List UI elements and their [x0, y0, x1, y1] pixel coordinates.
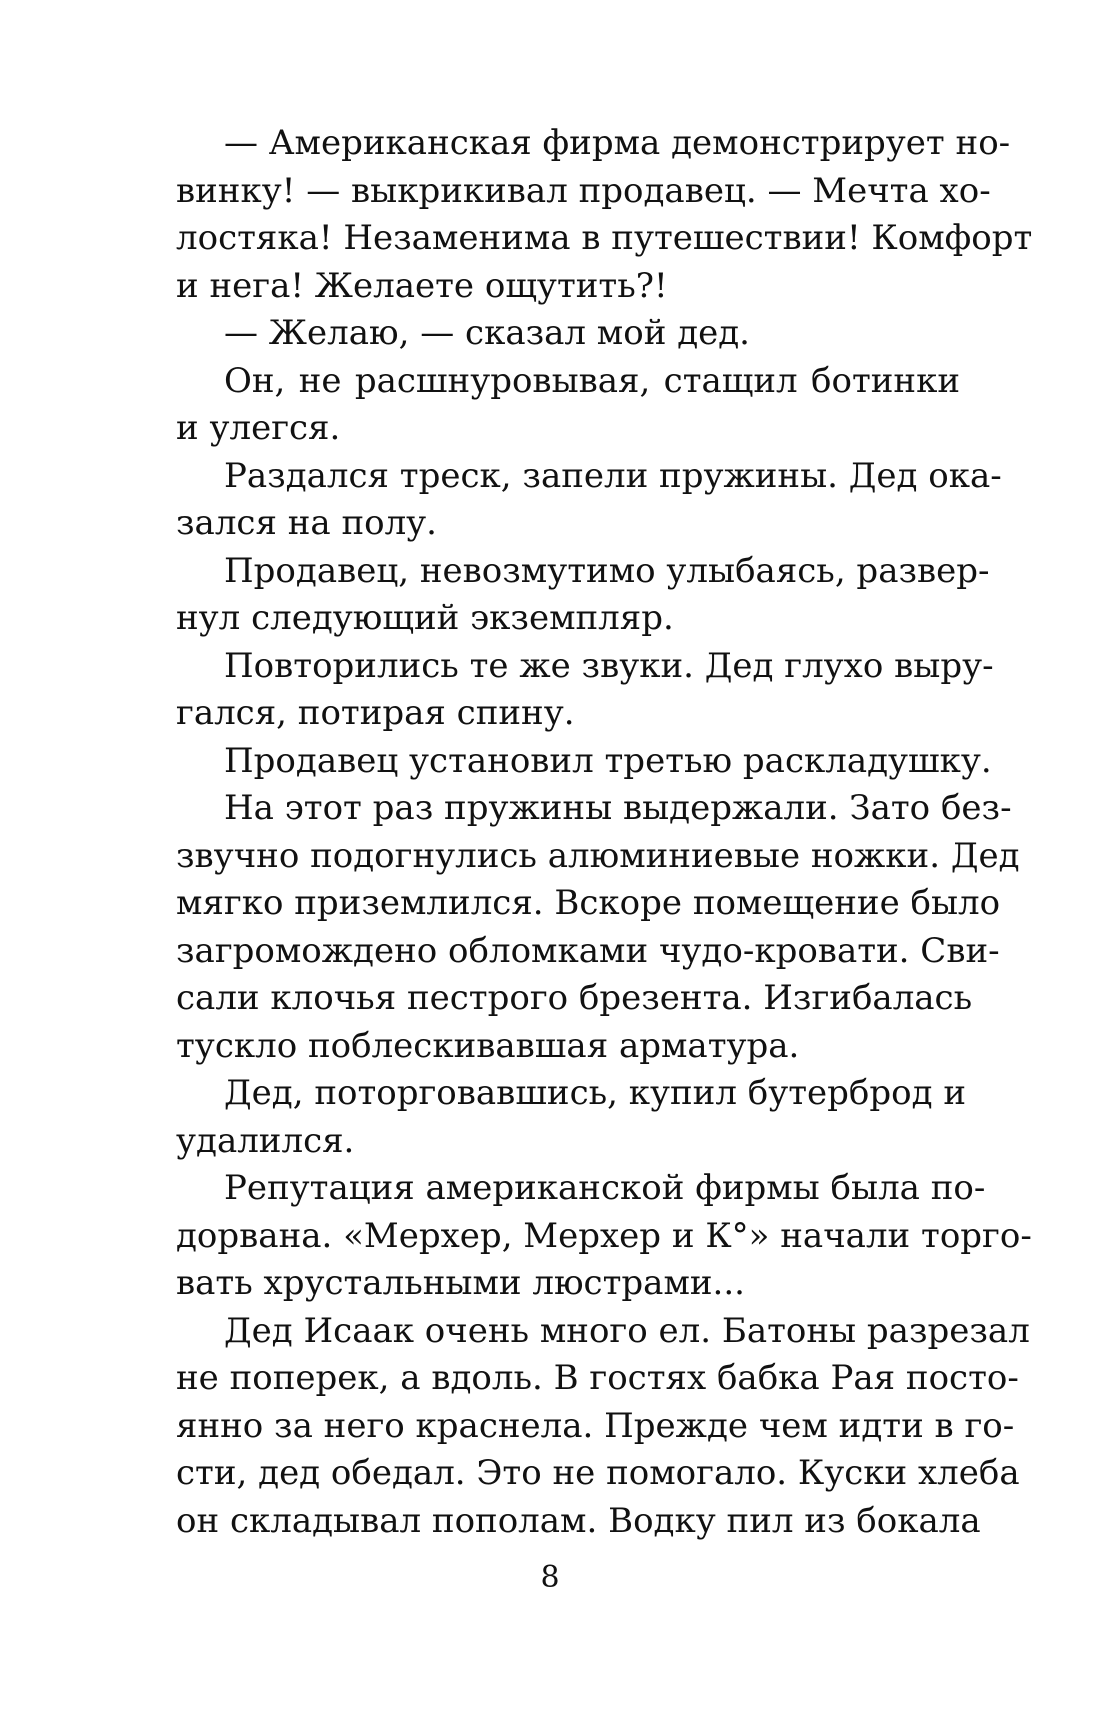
- text-line: сали клочья пестрого брезента. Изгибалась: [176, 978, 973, 1018]
- text-line: лостяка! Незаменима в путешествии! Комфорт: [176, 218, 1033, 258]
- text-line: и улегся.: [176, 408, 341, 448]
- page-number: 8: [540, 1560, 560, 1595]
- text-line: нул следующий экземпляр.: [176, 598, 674, 638]
- text-line: Дед, поторговавшись, купил бутерброд и: [224, 1073, 967, 1113]
- text-line: Раздался треск, запели пружины. Дед ока-: [224, 455, 1002, 496]
- text-line: Продавец установил третью раскладушку.: [224, 740, 992, 781]
- text-line: Дед Исаак очень много ел. Батоны разрезал: [224, 1310, 1030, 1351]
- text-line: и нега! Желаете ощутить?!: [176, 265, 668, 306]
- text-line: тускло поблескивавшая арматура.: [176, 1025, 800, 1066]
- text-line: янно за него краснела. Прежде чем идти в го-: [176, 1405, 1015, 1446]
- text-line: сти, дед обедал. Это не помогало. Куски хлеба: [176, 1453, 1020, 1493]
- text-line: Повторились те же звуки. Дед глухо выру-: [224, 645, 994, 686]
- text-line: — Желаю, — сказал мой дед.: [224, 313, 750, 353]
- text-line: На этот раз пружины выдержали. Зато без-: [224, 788, 1012, 828]
- text-line: Репутация американской фирмы была по-: [224, 1168, 986, 1208]
- text-line: не поперек, а вдоль. В гостях бабка Рая посто-: [176, 1358, 1019, 1398]
- text-line: мягко приземлился. Вскоре помещение было: [176, 883, 1001, 923]
- text-line: зался на полу.: [176, 503, 437, 543]
- text-line: вать хрустальными люстрами...: [176, 1263, 745, 1303]
- text-line: гался, потирая спину.: [176, 693, 575, 733]
- text-line: — Американская фирма демонстрирует но-: [224, 123, 1011, 163]
- text-line: удалился.: [176, 1120, 355, 1161]
- text-line: дорвана. «Мерхер, Мерхер и К°» начали торго-: [176, 1215, 1032, 1256]
- text-line: винку! — выкрикивал продавец. — Мечта хо-: [176, 170, 991, 211]
- text-line: Продавец, невозмутимо улыбаясь, развер-: [224, 550, 990, 591]
- text-line: звучно подогнулись алюминиевые ножки. Дед: [176, 835, 1020, 876]
- text-line: Он, не расшнуровывая, стащил ботинки: [224, 360, 960, 401]
- text-line: загромождено обломками чудо-кровати. Сви-: [176, 930, 1000, 971]
- body-text: [176, 120, 1033, 1545]
- text-line: он складывал пополам. Водку пил из бокала: [176, 1500, 981, 1541]
